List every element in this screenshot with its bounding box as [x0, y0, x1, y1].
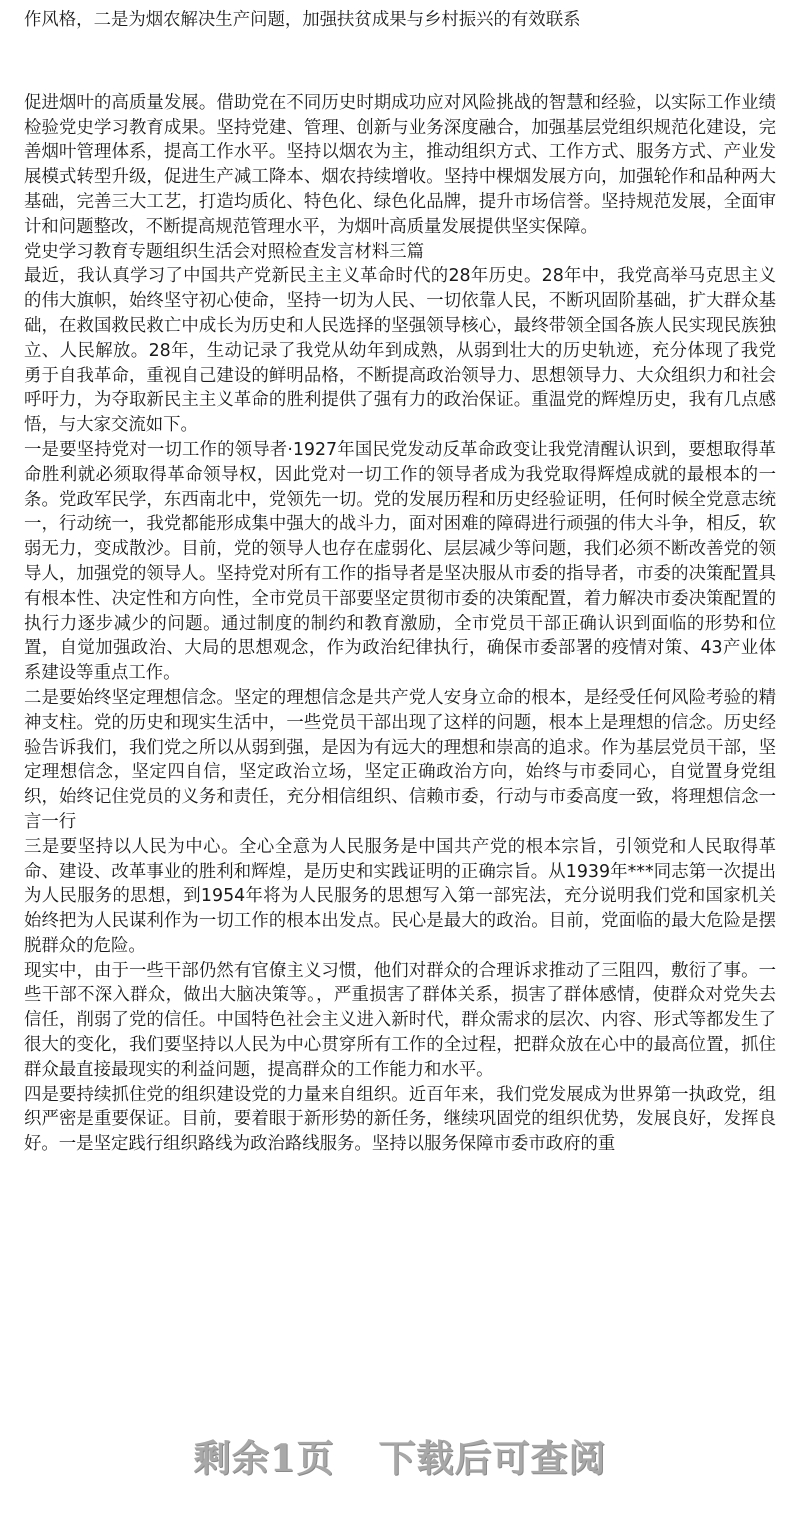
- download-prompt[interactable]: [0, 1428, 800, 1482]
- document-body: [24, 0, 776, 1157]
- paragraph: 四是要持续抓住党的组织建设党的力量来自组织。近百年来，我们党发展成为世界第一执政党，组织严密是重要保证。目前，要着眼于新形势的新任务，继续巩固党的组织优势，发展良好，发挥良好。一是坚定践行组织路线为政治路线服务。坚持以服务保障市委市政府的重: [24, 1084, 776, 1155]
- paragraph: 促进烟叶的高质量发展。借助党在不同历史时期成功应对风险挑战的智慧和经验，以实际工作业绩检验党史学习教育成果。坚持党建、管理、创新与业务深度融合，加强基层党组织规范化建设，完善烟叶管理体系，提高工作水平。坚持以烟农为主，推动组织方式、工作方式、服务方式、产业发展模式转型升级，促进生产减工降本、烟农持续增收。坚持中棵烟发展方向，加强轮作和品种两大基础，完善三大工艺，打造均质化、特色化、绿色化品牌，提升市场信誉。坚持规范发展，全面审计和问题整改，不断提高规范管理水平，为烟叶高质量发展提供坚实保障。: [24, 92, 776, 237]
- paragraph: 一是要坚持党对一切工作的领导者·1927年国民党发动反革命政变让我党清醒认识到，要想取得革命胜利就必须取得革命领导权，因此党对一切工作的领导者成为我党取得辉煌成就的最根本的一条。党政军民学，东西南北中，党领先一切。党的发展历程和历史经验证明，任何时候全党意志统一，行动统一，我党都能形成集中强大的战斗力，面对困难的障碍进行顽强的伟大斗争，相反，软弱无力，变成散沙。目前，党的领导人也存在虚弱化、层层减少等问题，我们必须不断改善党的领导人，加强党的领导人。坚持党对所有工作的指导者是坚决服从市委的指导者，市委的决策配置具有根本性、决定性和方向性，全市党员干部要坚定贯彻市委的决策配置，着力解决市委决策配置的执行力逐步减少的问题。通过制度的制约和教育激励，全市党员干部正确认识到面临的形势和位置，自觉加强政治、大局的思想观念，作为政治纪律执行，确保市委部署的疫情对策、43产业体系建设等重点工作。: [24, 439, 776, 684]
- paragraph: 三是要坚持以人民为中心。全心全意为人民服务是中国共产党的根本宗旨，引领党和人民取得革命、建设、改革事业的胜利和辉煌，是历史和实践证明的正确宗旨。从1939年***同志第一次提出为人民服务的思想，到1954年将为人民服务的思想写入第一部宪法，充分说明我们党和国家机关始终把为人民谋利作为一切工作的根本出发点。民心是最大的政治。目前，党面临的最大危险是摆脱群众的危险。: [24, 836, 776, 956]
- download-to-view-label[interactable]: 下载后可查阅: [378, 1436, 607, 1480]
- paragraph: 二是要始终坚定理想信念。坚定的理想信念是共产党人安身立命的根本，是经受任何风险考验的精神支柱。党的历史和现实生活中，一些党员干部出现了这样的问题，根本上是理想的信念。历史经验告诉我们，我们党之所以从弱到强，是因为有远大的理想和崇高的追求。作为基层党员干部，坚定理想信念，坚定四自信，坚定政治立场，坚定正确政治方向，始终与市委同心，自觉置身党组织，始终记住党员的义务和责任，充分相信组织、信赖市委，行动与市委高度一致，将理想信念一言一行: [24, 687, 776, 832]
- section-title: 党史学习教育专题组织生活会对照检查发言材料三篇: [24, 241, 424, 262]
- paragraph: 现实中，由于一些干部仍然有官僚主义习惯，他们对群众的合理诉求推动了三阻四，敷衍了事。一些干部不深入群众，做出大脑决策等。，严重损害了群体关系，损害了群体感情，使群众对党失去信任，削弱了党的信任。中国特色社会主义进入新时代，群众需求的层次、内容、形式等都发生了很大的变化，我们要坚持以人民为中心贯穿所有工作的全过程，把群众放在心中的最高位置，抓住群众最直接最现实的利益问题，提高群众的工作能力和水平。: [24, 960, 776, 1080]
- intro-tail: 作风格，二是为烟农解决生产问题，加强扶贫成果与乡村振兴的有效联系: [24, 10, 581, 30]
- remaining-pages-label: 剩余1页: [193, 1436, 335, 1480]
- paragraph: 最近，我认真学习了中国共产党新民主主义革命时代的28年历史。28年中，我党高举马克思主义的伟大旗帜，始终坚守初心使命，坚持一切为人民、一切依靠人民，不断巩固阶基础，扩大群众基础，在救国救民救亡中成长为历史和人民选择的坚强领导核心，最终带领全国各族人民实现民族独立、人民解放。28年，生动记录了我党从幼年到成熟，从弱到壮大的历史轨迹，充分体现了我党勇于自我革命，重视自己建设的鲜明品格，不断提高政治领导力、思想领导力、大众组织力和社会呼吁力，为夺取新民主主义革命的胜利提供了强有力的政治保证。重温党的辉煌历史，我有几点感悟，与大家交流如下。: [24, 266, 776, 436]
